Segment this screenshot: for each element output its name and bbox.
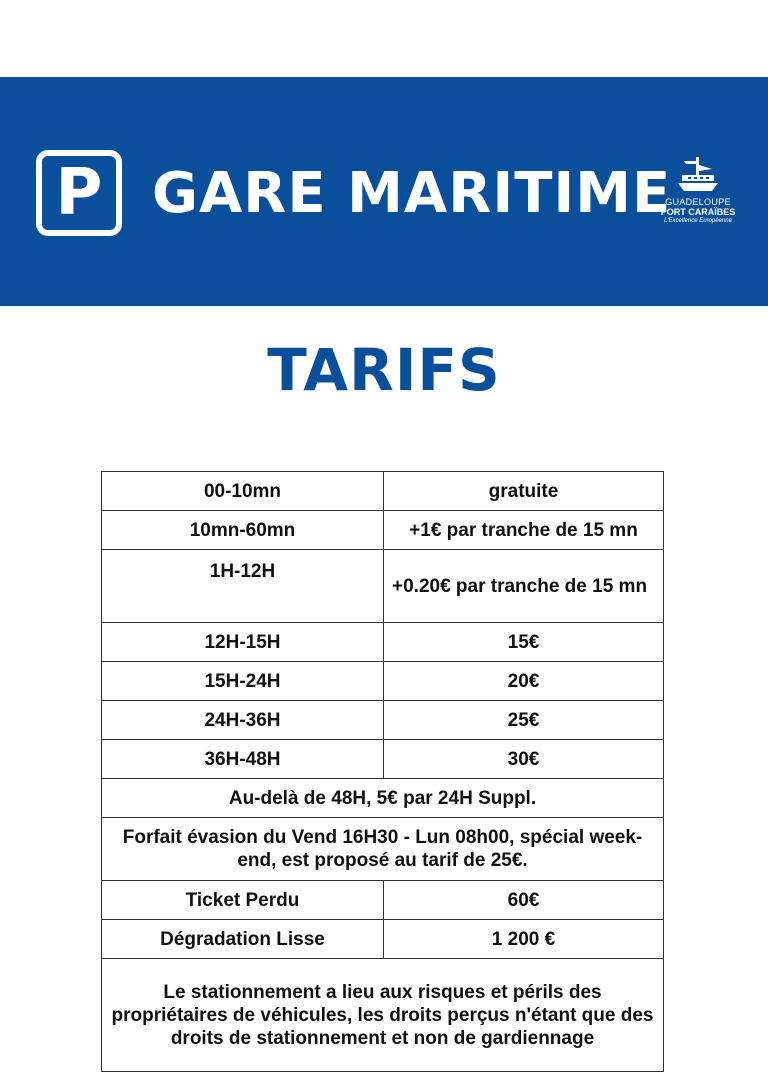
port-logo	[656, 155, 740, 235]
duration-cell: 00-10mn	[102, 472, 384, 511]
logo-line-2: PORT CARAÏBES	[660, 207, 736, 217]
header-banner	[0, 77, 768, 306]
forfait-cell: Forfait évasion du Vend 16H30 - Lun 08h00, spécial week-end, est proposé au tarif de 25€.	[102, 818, 664, 881]
table-row	[102, 662, 664, 701]
table-row	[102, 472, 664, 511]
tarifs-heading: TARIFS	[267, 336, 501, 404]
parking-letter: P	[55, 156, 103, 230]
table-row	[102, 623, 664, 662]
price-cell: +1€ par tranche de 15 mn	[384, 511, 664, 550]
duration-cell: 10mn-60mn	[102, 511, 384, 550]
duration-cell: 15H-24H	[102, 662, 384, 701]
duration-cell: 36H-48H	[102, 740, 384, 779]
table-row	[102, 959, 664, 1072]
tariff-table	[101, 471, 664, 1072]
ship-logo-icon	[674, 155, 722, 195]
table-row	[102, 779, 664, 818]
table-row	[102, 818, 664, 881]
price-cell: 30€	[384, 740, 664, 779]
beyond-48h-cell: Au-delà de 48H, 5€ par 24H Suppl.	[102, 779, 664, 818]
logo-line-1: GUADELOUPE	[665, 197, 731, 207]
parking-sign-icon	[36, 150, 122, 236]
logo-tagline: L'Excellence Européenne	[664, 218, 732, 224]
price-cell: 20€	[384, 662, 664, 701]
extra-price-cell: 1 200 €	[384, 920, 664, 959]
disclaimer-cell: Le stationnement a lieu aux risques et périls des propriétaires de véhicules, les droits perçus n'étant que des droits de stationnement et non de gardiennage	[102, 959, 664, 1072]
table-row	[102, 740, 664, 779]
table-row	[102, 511, 664, 550]
table-row	[102, 550, 664, 623]
extra-label-cell: Dégradation Lisse	[102, 920, 384, 959]
duration-cell: 24H-36H	[102, 701, 384, 740]
table-row	[102, 920, 664, 959]
price-cell: 25€	[384, 701, 664, 740]
extra-label-cell: Ticket Perdu	[102, 881, 384, 920]
table-row	[102, 701, 664, 740]
price-cell: gratuite	[384, 472, 664, 511]
duration-cell: 1H-12H	[102, 550, 384, 623]
duration-cell: 12H-15H	[102, 623, 384, 662]
table-row	[102, 881, 664, 920]
price-cell: +0.20€ par tranche de 15 mn	[384, 550, 664, 623]
page-title: GARE MARITIME	[152, 161, 672, 226]
extra-price-cell: 60€	[384, 881, 664, 920]
price-cell: 15€	[384, 623, 664, 662]
